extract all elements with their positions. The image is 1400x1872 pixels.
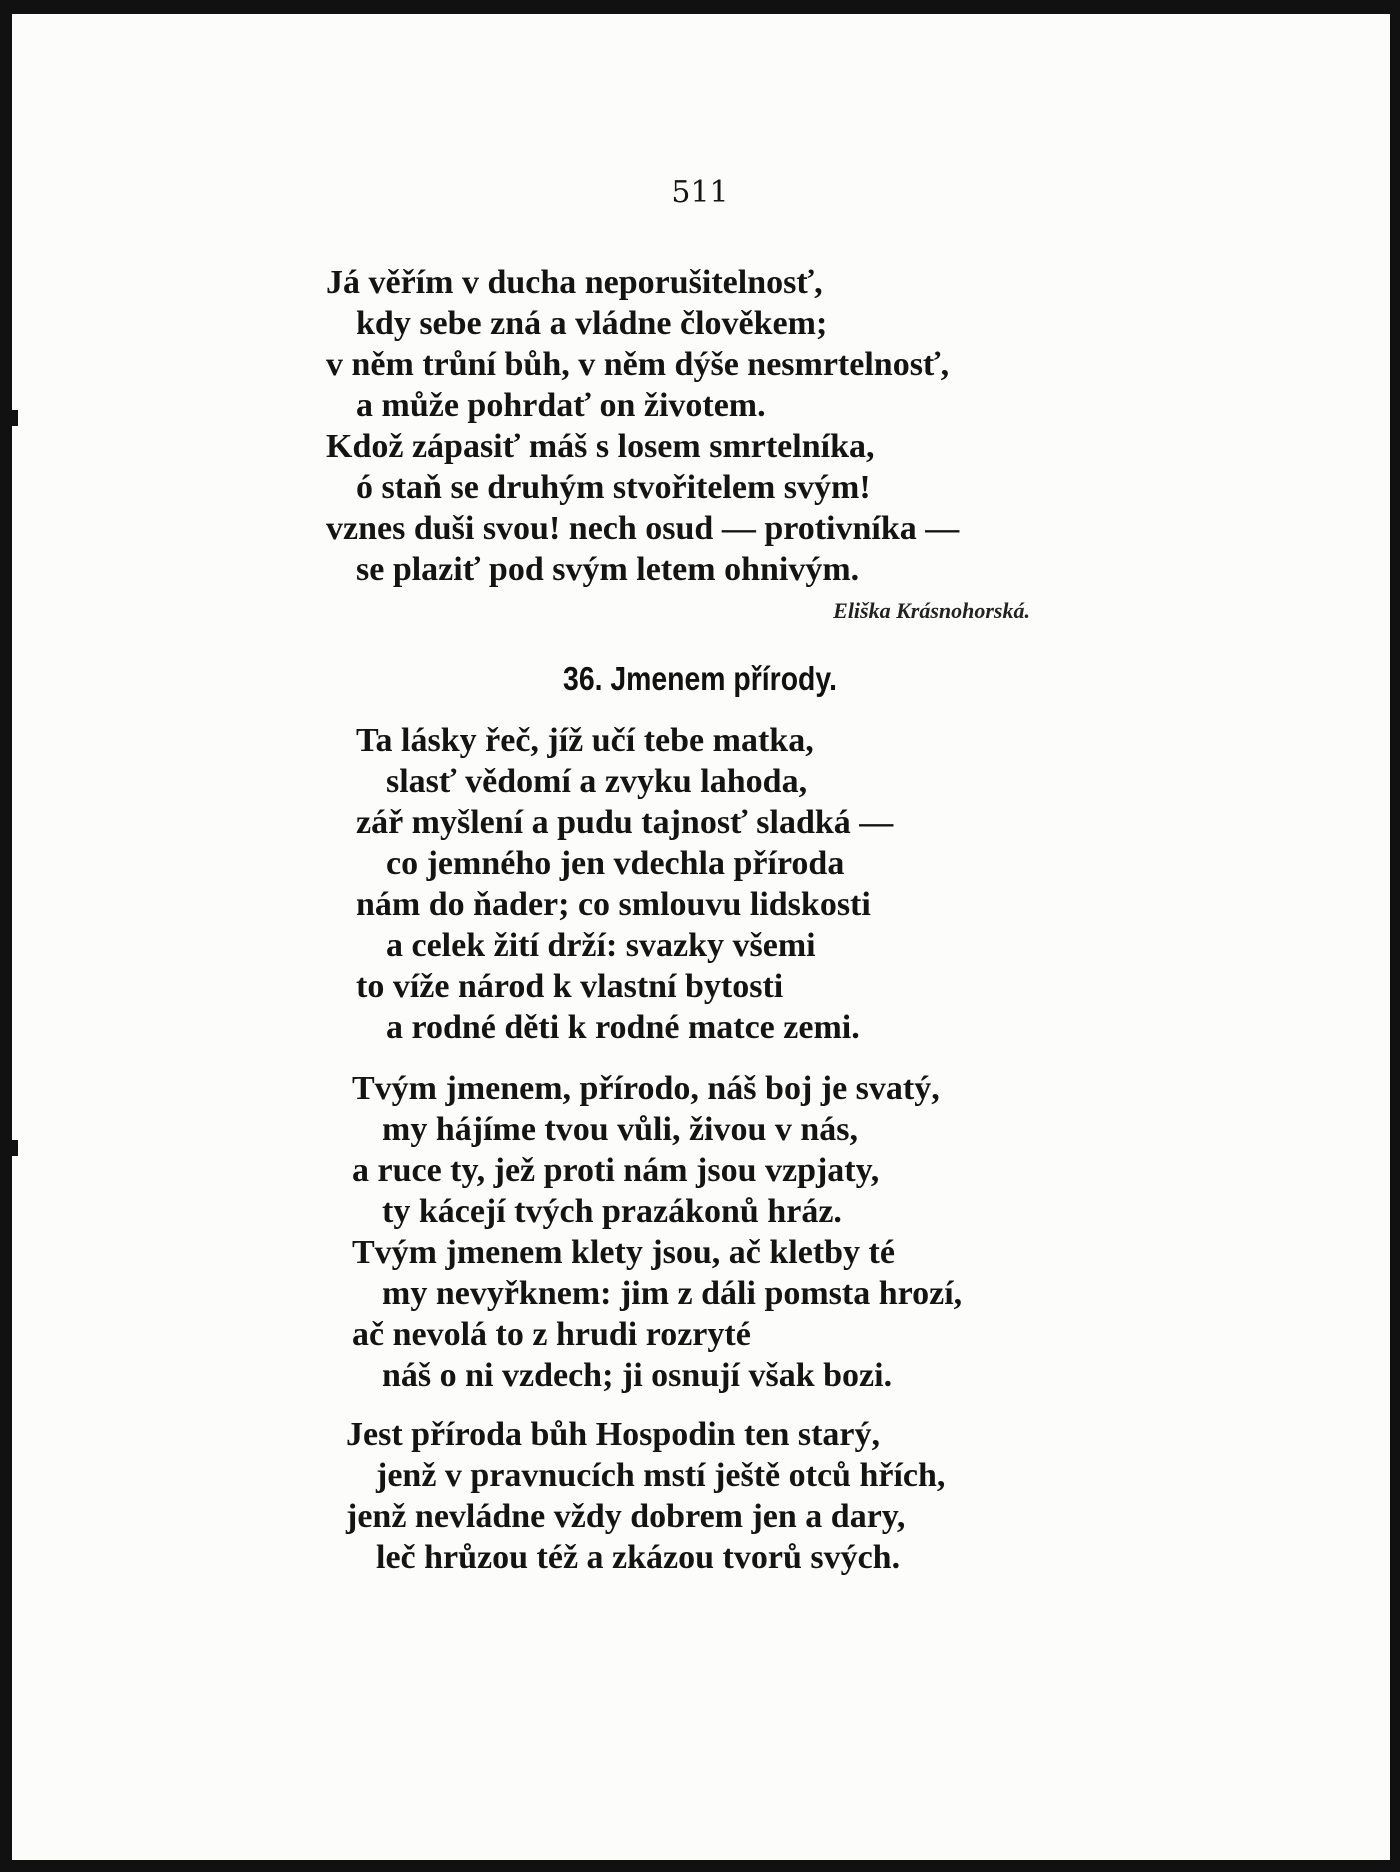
verse-line: nám do ňader; co smlouvu lidskosti — [356, 886, 871, 923]
verse-line: zář myšlení a pudu tajnosť sladká — — [356, 804, 894, 841]
poem-title: 36. Jmenem přírody. — [563, 660, 837, 697]
page-number: 511 — [671, 175, 729, 210]
verse-line: a může pohrdať on životem. — [356, 387, 766, 424]
verse-line: Kdož zápasiť máš s losem smrtelníka, — [326, 428, 875, 465]
verse-line: to víže národ k vlastní bytosti — [356, 968, 784, 1005]
poem-stanza — [356, 720, 893, 1048]
verse-line: co jemného jen vdechla příroda — [386, 845, 845, 882]
verse-line: leč hrůzou též a zkázou tvorů svých. — [376, 1539, 901, 1576]
binding-mark — [12, 410, 18, 426]
verse-line: Tvým jmenem klety jsou, ač kletby té — [352, 1234, 895, 1271]
previous-poem-stanza — [326, 262, 959, 590]
verse-line: ó staň se druhým stvořitelem svým! — [356, 469, 871, 506]
verse-line: Já věřím v ducha neporušitelnosť, — [326, 264, 823, 301]
verse-line: v něm trůní bůh, v něm dýše nesmrtelnosť, — [326, 346, 950, 383]
verse-line: vznes duši svou! nech osud — protivníka — — [326, 510, 960, 547]
verse-line: ty kácejí tvých prazákonů hráz. — [382, 1193, 842, 1230]
verse-line: Jest příroda bůh Hospodin ten starý, — [346, 1416, 881, 1453]
verse-line: náš o ni vzdech; ji osnují však bozi. — [382, 1357, 893, 1394]
verse-line: my hájíme tvou vůli, živou v nás, — [382, 1111, 859, 1148]
verse-line: my nevyřknem: jim z dáli pomsta hrozí, — [382, 1275, 963, 1312]
verse-line: slasť vědomí a zvyku lahoda, — [386, 763, 808, 800]
verse-line: jenž nevládne vždy dobrem jen a dary, — [346, 1498, 906, 1535]
verse-line: a celek žití drží: svazky všemi — [386, 927, 816, 964]
verse-line: jenž v pravnucích mstí ještě otců hřích, — [376, 1457, 946, 1494]
verse-line: kdy sebe zná a vládne člověkem; — [356, 305, 828, 342]
verse-line: a ruce ty, jež proti nám jsou vzpjaty, — [352, 1152, 880, 1189]
verse-line: ač nevolá to z hrudi rozryté — [352, 1316, 751, 1353]
verse-line: Ta lásky řeč, jíž učí tebe matka, — [356, 722, 814, 759]
verse-line: se plaziť pod svým letem ohnivým. — [356, 551, 860, 588]
binding-mark — [12, 1140, 18, 1156]
verse-line: a rodné děti k rodné matce zemi. — [386, 1009, 860, 1046]
author-signature: Eliška Krásnohorská. — [833, 598, 1030, 623]
poem-stanza — [352, 1068, 962, 1396]
poem-stanza — [346, 1414, 945, 1578]
verse-line: Tvým jmenem, přírodo, náš boj je svatý, — [352, 1070, 940, 1107]
